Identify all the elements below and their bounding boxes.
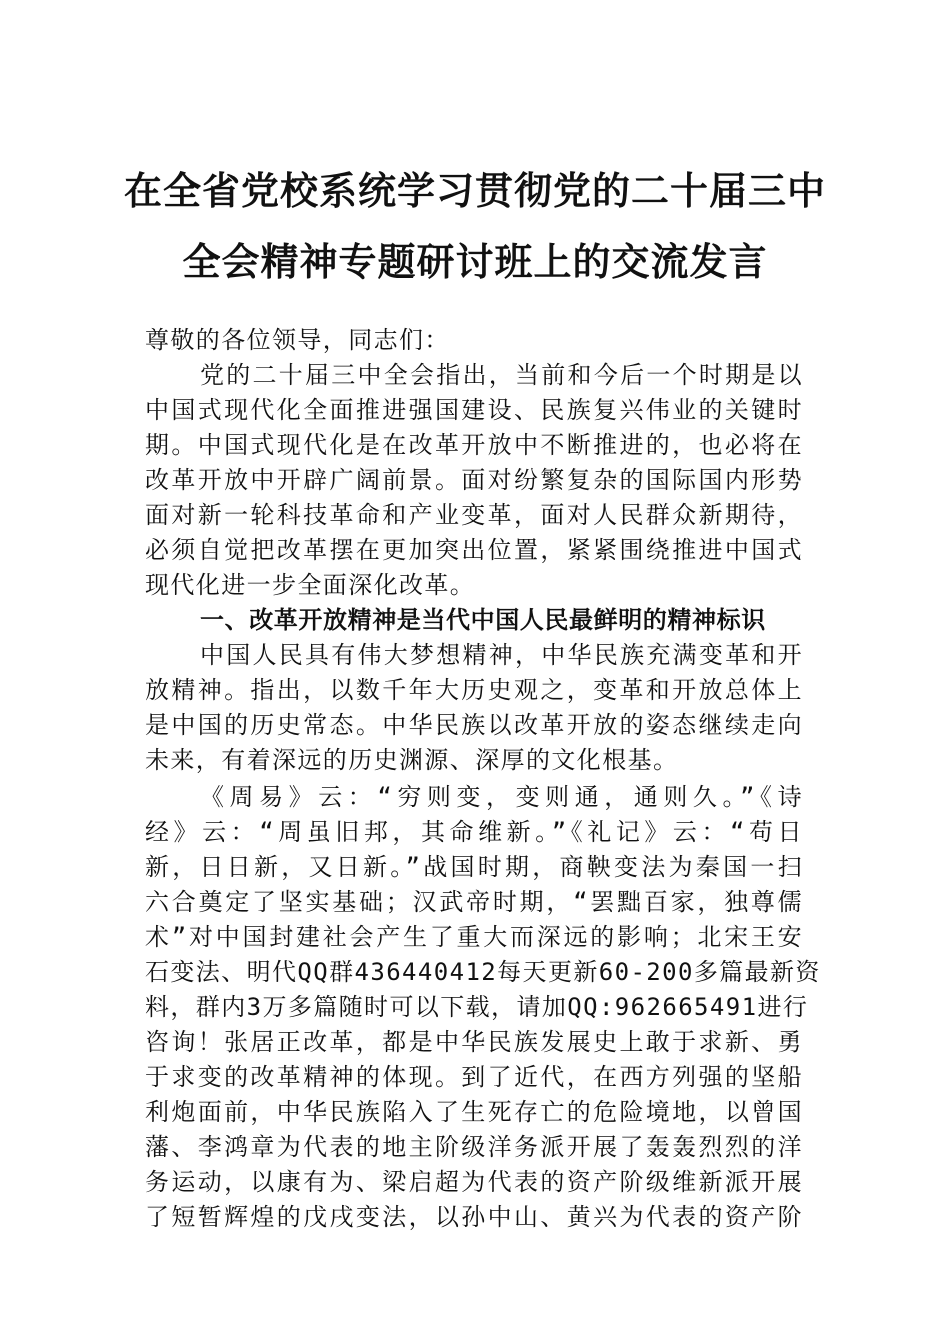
paragraph-1-line: 中国式现代化全面推进强国建设、民族复兴伟业的关键时	[145, 396, 803, 424]
paragraph-2-line: 未来，有着深远的历史渊源、深厚的文化根基。	[145, 746, 679, 774]
paragraph-3-line: 料，群内3万多篇随时可以下载，请加QQ:962665491进行	[145, 993, 809, 1021]
paragraph-3-line: 《周易》云：“穷则变，变则通，通则久。”《诗	[200, 783, 803, 811]
paragraph-3-line: 了短暂辉煌的戊戌变法，以孙中山、黄兴为代表的资产阶	[145, 1203, 803, 1231]
paragraph-1-line: 必须自觉把改革摆在更加突出位置，紧紧围绕推进中国式	[145, 536, 803, 564]
paragraph-3-line: 利炮面前，中华民族陷入了生死存亡的危险境地，以曾国	[145, 1098, 803, 1126]
paragraph-3-line: 六合奠定了坚实基础；汉武帝时期，“罢黜百家，独尊儒	[145, 888, 803, 916]
paragraph-3-line: 于求变的改革精神的体现。到了近代，在西方列强的坚船	[145, 1063, 803, 1091]
paragraph-2-line: 放精神。指出，以数千年大历史观之，变革和开放总体上	[145, 676, 803, 704]
paragraph-1-line: 改革开放中开辟广阔前景。面对纷繁复杂的国际国内形势	[145, 466, 803, 494]
salutation: 尊敬的各位领导，同志们：	[145, 326, 450, 354]
paragraph-1-line: 面对新一轮科技革命和产业变革，面对人民群众新期待，	[145, 501, 803, 529]
paragraph-3-line: 务运动，以康有为、梁启超为代表的资产阶级维新派开展	[145, 1168, 803, 1196]
paragraph-2-line: 中国人民具有伟大梦想精神，中华民族充满变革和开	[200, 641, 803, 669]
paragraph-1-line: 期。中国式现代化是在改革开放中不断推进的，也必将在	[145, 431, 803, 459]
paragraph-3-line: 新，日日新，又日新。”战国时期，商鞅变法为秦国一扫	[145, 853, 803, 881]
paragraph-3-line: 咨询！张居正改革，都是中华民族发展史上敢于求新、勇	[145, 1028, 803, 1056]
paragraph-1-line: 现代化进一步全面深化改革。	[145, 571, 476, 599]
section-heading: 一、改革开放精神是当代中国人民最鲜明的精神标识	[200, 606, 766, 634]
paragraph-2-line: 是中国的历史常态。中华民族以改革开放的姿态继续走向	[145, 711, 803, 739]
paragraph-1-line: 党的二十届三中全会指出，当前和今后一个时期是以	[200, 361, 803, 389]
document-title-line-1: 在全省党校系统学习贯彻党的二十届三中	[123, 168, 826, 213]
paragraph-3-line: 石变法、明代QQ群436440412每天更新60-200多篇最新资	[145, 958, 821, 986]
paragraph-3-line: 术”对中国封建社会产生了重大而深远的影响；北宋王安	[145, 923, 803, 951]
paragraph-3-line: 藩、李鸿章为代表的地主阶级洋务派开展了轰轰烈烈的洋	[145, 1133, 803, 1161]
paragraph-3-line: 经》云：“周虽旧邦，其命维新。”《礼记》云：“苟日	[145, 818, 803, 846]
document-title-line-2: 全会精神专题研讨班上的交流发言	[182, 239, 768, 284]
